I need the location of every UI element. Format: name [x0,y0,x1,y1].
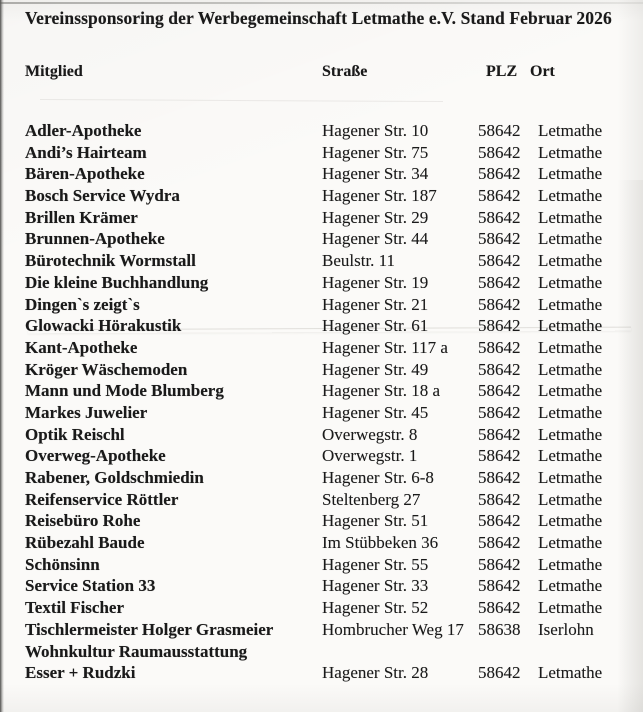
plz-cell: 58642 [478,121,521,140]
ort-cell: Letmathe [538,446,603,466]
street-cell: Overwegstr. 8 [322,424,418,444]
member-name-cell: Bosch Service Wydra [25,186,180,206]
member-table [25,120,639,684]
street-cell: Hagener Str. 18 a [322,381,441,401]
plz-cell: 58642 [478,142,521,162]
ort-cell: Letmathe [538,489,603,509]
plz-cell: 58642 [478,359,521,379]
street-cell: Hagener Str. 44 [322,229,429,249]
ort-cell: Letmathe [538,121,603,140]
ort-cell: Letmathe [538,598,603,618]
plz-cell: 58642 [478,554,521,574]
plz-cell: 58642 [478,511,521,531]
member-name-cell: Brunnen-Apotheke [25,229,165,249]
street-cell: Hombrucher Weg 17 [322,619,464,639]
table-row [25,163,639,185]
ort-cell: Letmathe [538,272,603,292]
ort-cell: Letmathe [538,381,603,401]
plz-cell: 58642 [478,251,521,271]
column-header-ort: Ort [530,63,555,80]
member-name-cell: Kant-Apotheke [25,337,138,357]
street-cell: Hagener Str. 52 [322,598,429,618]
table-header [25,63,635,81]
member-name-cell: Brillen Krämer [25,207,138,227]
ort-cell: Letmathe [538,316,603,336]
plz-cell: 58642 [478,337,521,357]
ort-cell: Letmathe [538,337,603,357]
ort-cell: Letmathe [538,402,603,422]
ort-cell: Letmathe [538,186,603,206]
table-row [25,554,639,576]
plz-cell: 58642 [478,663,521,683]
paper-crease [40,99,443,104]
table-row [25,359,639,381]
table-row [25,445,639,467]
member-name-cell: Adler-Apotheke [25,121,142,140]
member-name-cell: Optik Reischl [25,424,125,444]
street-cell: Overwegstr. 1 [322,446,418,466]
table-row [25,575,639,597]
street-cell: Hagener Str. 28 [322,663,429,683]
plz-cell: 58642 [478,207,521,227]
table-row [25,272,639,294]
member-name-cell: Bürotechnik Wormstall [25,251,196,271]
street-cell: Hagener Str. 61 [322,316,429,336]
plz-cell: 58642 [478,533,521,553]
table-row [25,467,639,489]
ort-cell: Letmathe [538,511,603,531]
street-cell: Hagener Str. 34 [322,164,429,184]
ort-cell: Letmathe [538,251,603,271]
plz-cell: 58642 [478,424,521,444]
table-row [25,250,639,272]
member-name-cell: Reisebüro Rohe [25,511,141,531]
plz-cell: 58642 [478,164,521,184]
member-name-cell: Mann und Mode Blumberg [25,381,224,401]
plz-cell: 58642 [478,316,521,336]
member-name-cell: Service Station 33 [25,576,156,596]
scan-edge-shadow-top [0,2,643,4]
plz-cell: 58642 [478,186,521,206]
table-row [25,294,639,316]
member-name-cell: Andi’s Hairteam [25,142,147,162]
table-row [25,120,639,142]
street-cell: Hagener Str. 51 [322,511,429,531]
table-row [25,337,639,359]
ort-cell: Letmathe [538,164,603,184]
street-cell: Hagener Str. 55 [322,554,429,574]
member-name-cell: Dingen`s zeigt`s [25,294,140,314]
street-cell: Im Stübbeken 36 [322,533,439,553]
ort-cell: Letmathe [538,468,603,487]
table-row [25,142,639,164]
member-name-cell: Glowacki Hörakustik [25,316,182,336]
ort-cell: Letmathe [538,207,603,227]
plz-cell: 58642 [478,402,521,422]
table-row [25,228,639,250]
ort-cell: Letmathe [538,576,603,596]
member-name-cell: Textil Fischer [25,598,124,618]
member-name-cell: Reifenservice Röttler [25,489,179,509]
table-row [25,424,639,446]
plz-cell: 58642 [478,229,521,249]
street-cell: Hagener Str. 45 [322,402,429,422]
ort-cell: Letmathe [538,142,603,162]
member-name-cell: Rabener, Goldschmiedin [25,468,204,487]
street-cell: Hagener Str. 6-8 [322,468,434,487]
table-row [25,380,639,402]
member-name-cell: Die kleine Buchhandlung [25,272,209,292]
plz-cell: 58642 [478,446,521,466]
table-row [25,207,639,229]
page-title: Vereinssponsoring der Werbegemeinschaft Letmathe e.V. Stand Februar 2026 [25,8,612,28]
member-name-cell: Kröger Wäschemoden [25,359,188,379]
plz-cell: 58642 [478,294,521,314]
column-header-plz: PLZ [486,63,518,80]
street-cell: Hagener Str. 49 [322,359,429,379]
ort-cell: Iserlohn [538,619,594,639]
table-row [25,662,639,684]
street-cell: Hagener Str. 117 a [322,337,448,357]
street-cell: Hagener Str. 10 [322,121,429,140]
ort-cell: Letmathe [538,359,603,379]
street-cell: Beulstr. 11 [322,251,396,271]
member-name-cell: Rübezahl Baude [25,533,145,553]
member-name-cell: Esser + Rudzki [25,663,136,683]
member-name-cell: Schönsinn [25,554,100,574]
ort-cell: Letmathe [538,533,603,553]
street-cell: Hagener Str. 29 [322,207,429,227]
ort-cell: Letmathe [538,229,603,249]
member-name-cell: Overweg-Apotheke [25,446,166,466]
member-name-cell: Tischlermeister Holger Grasmeier [25,619,274,639]
table-row [25,185,639,207]
street-cell: Hagener Str. 33 [322,576,429,596]
table-row [25,619,639,641]
member-name-cell: Wohnkultur Raumausstattung [25,641,248,661]
member-name-cell: Markes Juwelier [25,402,148,422]
plz-cell: 58642 [478,489,521,509]
table-row [25,489,639,511]
ort-cell: Letmathe [538,294,603,314]
table-row [25,315,639,337]
ort-cell: Letmathe [538,663,603,683]
plz-cell: 58642 [478,576,521,596]
street-cell: Steltenberg 27 [322,489,421,509]
plz-cell: 58642 [478,598,521,618]
plz-cell: 58642 [478,381,521,401]
member-name-cell: Bären-Apotheke [25,164,145,184]
column-header-mitglied: Mitglied [25,63,83,80]
table-row [25,510,639,532]
table-row [25,641,639,663]
street-cell: Hagener Str. 19 [322,272,429,292]
scan-edge-shadow-left [0,0,4,712]
table-row [25,402,639,424]
column-header-strasse: Straße [322,63,368,80]
street-cell: Hagener Str. 75 [322,142,429,162]
table-row [25,597,639,619]
plz-cell: 58638 [478,619,521,639]
plz-cell: 58642 [478,468,521,487]
ort-cell: Letmathe [538,554,603,574]
street-cell: Hagener Str. 21 [322,294,429,314]
plz-cell: 58642 [478,272,521,292]
ort-cell: Letmathe [538,424,603,444]
street-cell: Hagener Str. 187 [322,186,437,206]
table-row [25,532,639,554]
